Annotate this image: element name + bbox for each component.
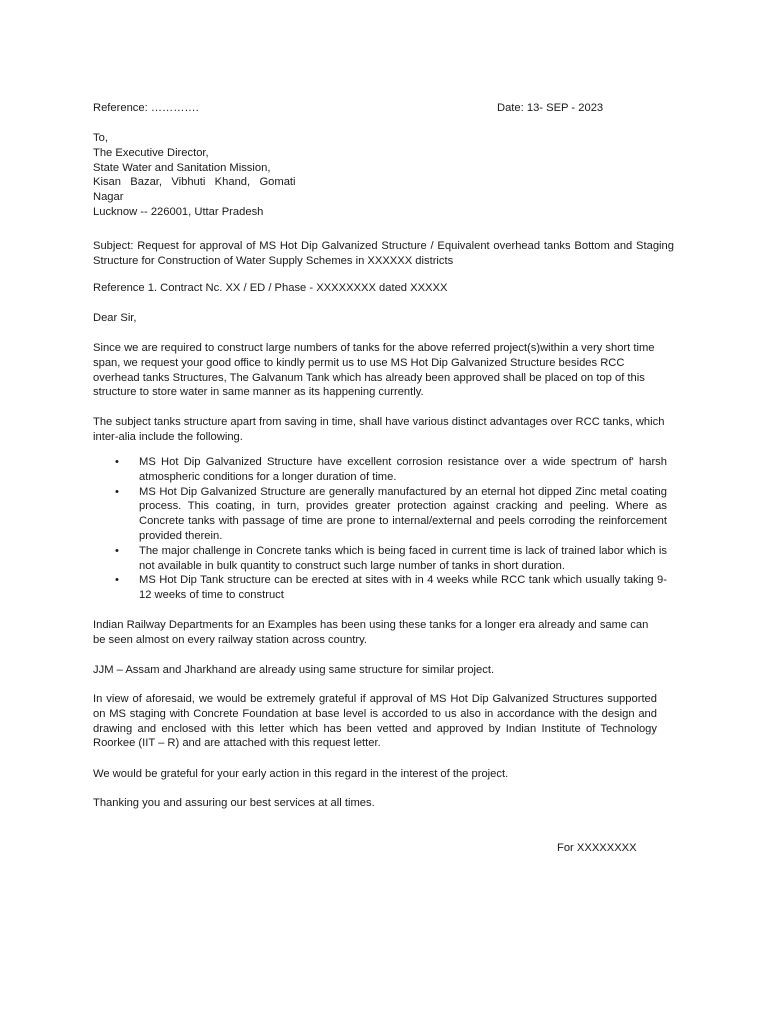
list-item-text: MS Hot Dip Tank structure can be erected at sites with in 4 weeks while RCC tank which usually taking 9-12 weeks of time to construct (139, 574, 667, 602)
list-item (115, 455, 667, 485)
bullet-symbol: • (115, 544, 119, 557)
list-item (115, 573, 667, 603)
closing-line: Thanking you and assuring our best services at all times. (93, 797, 375, 809)
paragraph-6: We would be grateful for your early action in this regard in the interest of the project. (93, 768, 509, 780)
reference-label: Reference: …………. (93, 102, 199, 114)
bullet-symbol: • (115, 485, 119, 498)
list-item-text: MS Hot Dip Galvanized Structure are generally manufactured by an eternal hot dipped Zinc metal coating process. This coating, in turn, provides greater protection against cracking and peeling. Where as Concrete tanks with passage of time are prone to internal/external and peels corroding the reinforcement provided therein. (139, 485, 667, 542)
paragraph-2: The subject tanks structure apart from saving in time, shall have various distinct advantages over RCC tanks, which inter-alia include the following. (93, 416, 665, 443)
address-to: To, (93, 132, 108, 144)
advantages-list (115, 455, 667, 603)
paragraph-3: Indian Railway Departments for an Examples has been using these tanks for a longer era already and same can be seen almost on every railway station across country. (93, 619, 649, 646)
signature-line: For XXXXXXXX (557, 842, 637, 854)
paragraph-5: In view of aforesaid, we would be extremely grateful if approval of MS Hot Dip Galvanized Structures supported on MS staging with Concrete Foundation at base level is accorded to us also in accordance with the design and drawing and enclosed with this letter which has been vetted and approved by Indian Institute of Technology Roorkee (IIT – R) and are attached with this request letter. (93, 693, 657, 750)
list-item-text: MS Hot Dip Galvanized Structure have excellent corrosion resistance over a wide spectrum of' harsh atmospheric conditions for a longer duration of time. (139, 456, 667, 483)
address-line: Nagar (93, 191, 124, 203)
bullet-symbol: • (115, 456, 119, 468)
list-item-text: The major challenge in Concrete tanks which is being faced in current time is lack of trained labor which is not available in bulk quantity to construct such large number of tanks in short duration. (139, 544, 667, 572)
paragraph-1: Since we are required to construct large numbers of tanks for the above referred project(s)within a very short time span, we request your good office to kindly permit us to use MS Hot Dip Galvanized Structure besides RCC overhead tanks Structures, The Galvanum Tank which has already been approved shall be placed on top of this structure to store water in same manner as its happening currently. (93, 342, 655, 399)
salutation: Dear Sir, (93, 312, 137, 324)
date-label: Date: 13- SEP - 2023 (497, 102, 604, 114)
address-line: State Water and Sanitation Mission, (93, 162, 271, 174)
address-line: The Executive Director, (93, 147, 209, 159)
reference-line: Reference 1. Contract Nc. XX / ED / Phase - XXXXXXXX dated XXXXX (93, 282, 448, 294)
subject-line: Subject: Request for approval of MS Hot Dip Galvanized Structure / Equivalent overhead tanks Bottom and Staging Structure for Construction of Water Supply Schemes in XXXXXX districts (93, 240, 674, 267)
list-item (115, 485, 667, 544)
bullet-symbol: • (115, 574, 119, 587)
address-line: Lucknow -- 226001, Uttar Pradesh (93, 206, 264, 218)
address-line: Kisan Bazar, Vibhuti Khand, Gomati (93, 176, 296, 188)
paragraph-4: JJM – Assam and Jharkhand are already using same structure for similar project. (93, 664, 495, 676)
list-item (115, 544, 667, 574)
